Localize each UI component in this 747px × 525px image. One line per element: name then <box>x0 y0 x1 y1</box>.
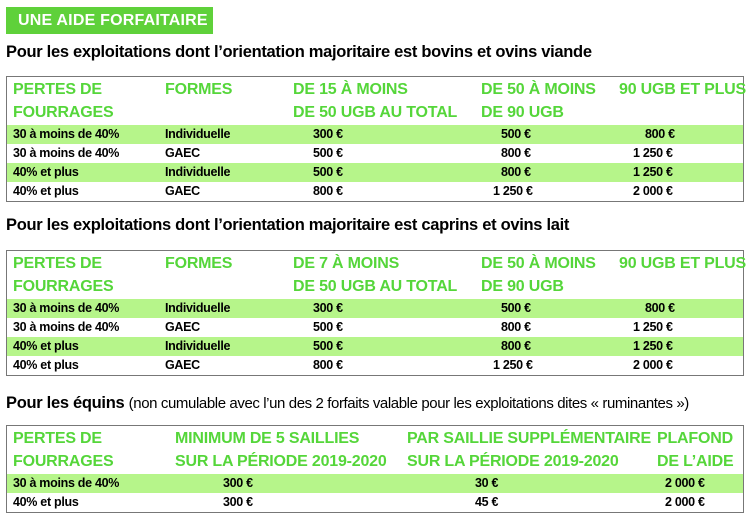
cell-pertes: 30 à moins de 40% <box>13 146 120 160</box>
table-header <box>7 77 747 125</box>
cell-col3: 300 € <box>313 127 343 141</box>
header-plafond-line1: PLAFOND <box>657 430 733 447</box>
cell-pertes: 40% et plus <box>13 339 79 353</box>
header-col5: 90 UGB ET PLUS <box>619 255 747 272</box>
cell-plafond: 2 000 € <box>665 495 705 509</box>
cell-col4: 1 250 € <box>493 184 533 198</box>
header-col4-line1: DE 50 À MOINS <box>481 255 596 272</box>
section-title-caprins: Pour les exploitations dont l’orientation majoritaire est caprins et ovins lait <box>6 216 570 234</box>
cell-col4: 800 € <box>501 146 531 160</box>
header-minimum-line2: SUR LA PÉRIODE 2019-2020 <box>175 453 387 470</box>
table-header <box>7 251 747 299</box>
cell-pertes: 30 à moins de 40% <box>13 476 120 490</box>
header-pertes-line2: FOURRAGES <box>13 104 114 121</box>
cell-col5: 1 250 € <box>633 165 673 179</box>
cell-minimum: 300 € <box>223 476 253 490</box>
section-title-equins-main: Pour les équins <box>6 394 125 412</box>
table-row <box>7 493 743 512</box>
header-plafond-line2: DE L’AIDE <box>657 453 734 470</box>
cell-pertes: 40% et plus <box>13 495 79 509</box>
table-row <box>7 474 743 493</box>
table-bovins <box>6 76 747 202</box>
cell-forme: Individuelle <box>165 165 231 179</box>
header-col4-line2: DE 90 UGB <box>481 278 564 295</box>
header-col5: 90 UGB ET PLUS <box>619 81 747 98</box>
header-minimum-line1: MINIMUM DE 5 SAILLIES <box>175 430 360 447</box>
table-caprins <box>6 250 747 376</box>
section-title-equins <box>6 394 689 413</box>
cell-minimum: 300 € <box>223 495 253 509</box>
cell-col4: 500 € <box>501 301 531 315</box>
header-par-saillie-line2: SUR LA PÉRIODE 2019-2020 <box>407 453 619 470</box>
section-badge: UNE AIDE FORFAITAIRE <box>6 7 213 34</box>
cell-forme: Individuelle <box>165 339 231 353</box>
cell-forme: Individuelle <box>165 301 231 315</box>
header-pertes-line2: FOURRAGES <box>13 278 114 295</box>
cell-pertes: 40% et plus <box>13 358 79 372</box>
cell-col5: 1 250 € <box>633 320 673 334</box>
header-col3-line1: DE 7 À MOINS <box>293 255 400 272</box>
table-row <box>7 163 743 182</box>
table-equins <box>6 425 744 513</box>
cell-col5: 800 € <box>645 127 675 141</box>
table-row <box>7 125 743 144</box>
table-row <box>7 299 743 318</box>
header-formes: FORMES <box>165 81 233 98</box>
cell-col5: 2 000 € <box>633 184 673 198</box>
cell-pertes: 30 à moins de 40% <box>13 301 120 315</box>
table-row <box>7 356 743 375</box>
header-col4-line1: DE 50 À MOINS <box>481 81 596 98</box>
cell-plafond: 2 000 € <box>665 476 705 490</box>
cell-col5: 2 000 € <box>633 358 673 372</box>
cell-col3: 800 € <box>313 358 343 372</box>
cell-forme: Individuelle <box>165 127 231 141</box>
cell-col3: 500 € <box>313 320 343 334</box>
table-header <box>7 426 743 474</box>
cell-col5: 1 250 € <box>633 339 673 353</box>
cell-col3: 300 € <box>313 301 343 315</box>
cell-forme: GAEC <box>165 184 200 198</box>
table-row <box>7 144 743 163</box>
header-pertes-line1: PERTES DE <box>13 81 102 98</box>
header-col3-line2: DE 50 UGB AU TOTAL <box>293 104 458 121</box>
cell-pertes: 30 à moins de 40% <box>13 320 120 334</box>
table-row <box>7 337 743 356</box>
cell-col3: 500 € <box>313 146 343 160</box>
section-title-equins-note: (non cumulable avec l’un des 2 forfaits valable pour les exploitations dites « ruminantes ») <box>128 395 689 412</box>
cell-col4: 800 € <box>501 320 531 334</box>
header-formes: FORMES <box>165 255 233 272</box>
cell-col4: 800 € <box>501 339 531 353</box>
header-pertes-line1: PERTES DE <box>13 255 102 272</box>
header-col3-line2: DE 50 UGB AU TOTAL <box>293 278 458 295</box>
cell-col3: 800 € <box>313 184 343 198</box>
cell-col3: 500 € <box>313 339 343 353</box>
cell-forme: GAEC <box>165 358 200 372</box>
cell-par-saillie: 45 € <box>475 495 499 509</box>
header-pertes-line1: PERTES DE <box>13 430 102 447</box>
cell-col5: 1 250 € <box>633 146 673 160</box>
section-title-bovins: Pour les exploitations dont l’orientation majoritaire est bovins et ovins viande <box>6 43 592 61</box>
cell-par-saillie: 30 € <box>475 476 499 490</box>
cell-col5: 800 € <box>645 301 675 315</box>
cell-col3: 500 € <box>313 165 343 179</box>
cell-pertes: 40% et plus <box>13 184 79 198</box>
cell-pertes: 40% et plus <box>13 165 79 179</box>
cell-forme: GAEC <box>165 146 200 160</box>
table-row <box>7 182 743 201</box>
cell-pertes: 30 à moins de 40% <box>13 127 120 141</box>
header-col3-line1: DE 15 À MOINS <box>293 81 408 98</box>
cell-col4: 1 250 € <box>493 358 533 372</box>
header-pertes-line2: FOURRAGES <box>13 453 114 470</box>
cell-col4: 500 € <box>501 127 531 141</box>
cell-col4: 800 € <box>501 165 531 179</box>
header-par-saillie-line1: PAR SAILLIE SUPPLÉMENTAIRE <box>407 430 652 447</box>
header-col4-line2: DE 90 UGB <box>481 104 564 121</box>
cell-forme: GAEC <box>165 320 200 334</box>
table-row <box>7 318 743 337</box>
